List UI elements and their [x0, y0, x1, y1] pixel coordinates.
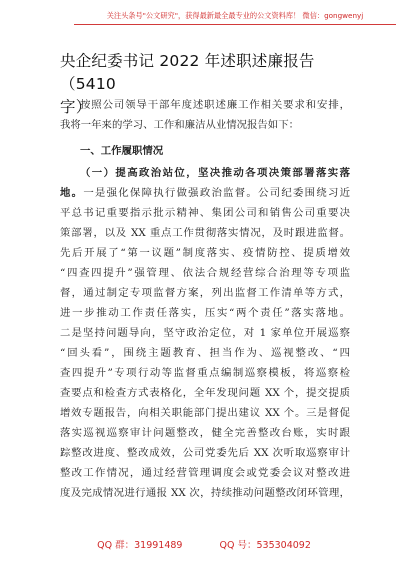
paragraph-line-bold-1: （一）提高政治站位，坚决推动各项决策部署落实落	[80, 167, 350, 179]
intro-line-2: 我将一年来的学习、工作和廉洁从业情况报告如下：	[60, 119, 299, 131]
paragraph-line: 二是坚持问题导向，坚守政治定位，对 1 家单位开展巡察	[60, 327, 350, 339]
paragraph-line: 增效专题报告，向相关职能部门提出建议 XX 个。三是督促	[60, 407, 350, 419]
header-divider	[74, 24, 396, 25]
paragraph-line: 平总书记重要指示批示精神、集团公司和销售公司重要决	[60, 207, 350, 219]
paragraph-line-2-rest: 一是强化保障执行做强政治监督。公司纪委围绕习近	[83, 187, 350, 199]
paragraph-line: 落实巡视巡察审计问题整改，健全完善整改台账，实时跟	[60, 427, 350, 439]
paragraph-line: 整改工作情况，通过经营管理调度会或党委会议对整改进	[60, 467, 350, 479]
intro-line-1: 按照公司领导干部年度述职述廉工作相关要求和安排，	[80, 99, 350, 111]
paragraph-line: 督，通过制定专项监督方案，列出监督工作清单等方式，	[60, 287, 350, 299]
paragraph-line: 查四提升”专项行动等监督重点编制巡察模板，将巡察检	[60, 367, 350, 379]
footer-qq-group: QQ 群：31991489	[97, 540, 183, 551]
paragraph-line: “四查四提升”强管理、依法合规经营综合治理等专项监	[60, 267, 350, 279]
paragraph-line: 先后开展了“第一议题”制度落实、疫情防控、提质增效	[60, 247, 350, 259]
title-line-1: 央企纪委书记 2022 年述职述廉报告（5410	[60, 52, 315, 93]
paragraph-line-2-bold: 地。	[60, 187, 84, 199]
paragraph-line: 查要点和检查方式表格化，全年发现问题 XX 个，提交提质	[60, 387, 350, 399]
footer-qq-number: QQ 号：535304092	[219, 540, 311, 551]
paragraph-1	[60, 163, 350, 503]
title-line-2: 字）	[60, 98, 92, 116]
paragraph-line: 度及完成情况进行通报 XX 次，持续推动问题整改闭环管理，	[60, 487, 350, 499]
paragraph-line: 进一步推动工作责任落实，压实“两个责任”落实落地。	[60, 307, 350, 319]
paragraph-line: 踪整改进度、整改成效，公司党委先后 XX 次听取巡察审计	[60, 447, 350, 459]
section-heading-container	[60, 141, 350, 161]
paragraph-line-2	[60, 183, 350, 203]
paragraph-line: 策部署，以及 XX 重点工作贯彻落实情况，及时跟进监督。	[60, 227, 350, 239]
header-notice: 关注头条号"公文研究"，获得最新最全最专业的公文资料库！ 微信：gongwenyj	[106, 11, 364, 20]
paragraph-line: “回头看”，围绕主题教育、担当作为、巡视整改、“四	[60, 347, 350, 359]
section-heading: 一、工作履职情况	[80, 145, 164, 157]
intro-paragraph	[60, 95, 350, 135]
footer-contact	[0, 537, 408, 551]
